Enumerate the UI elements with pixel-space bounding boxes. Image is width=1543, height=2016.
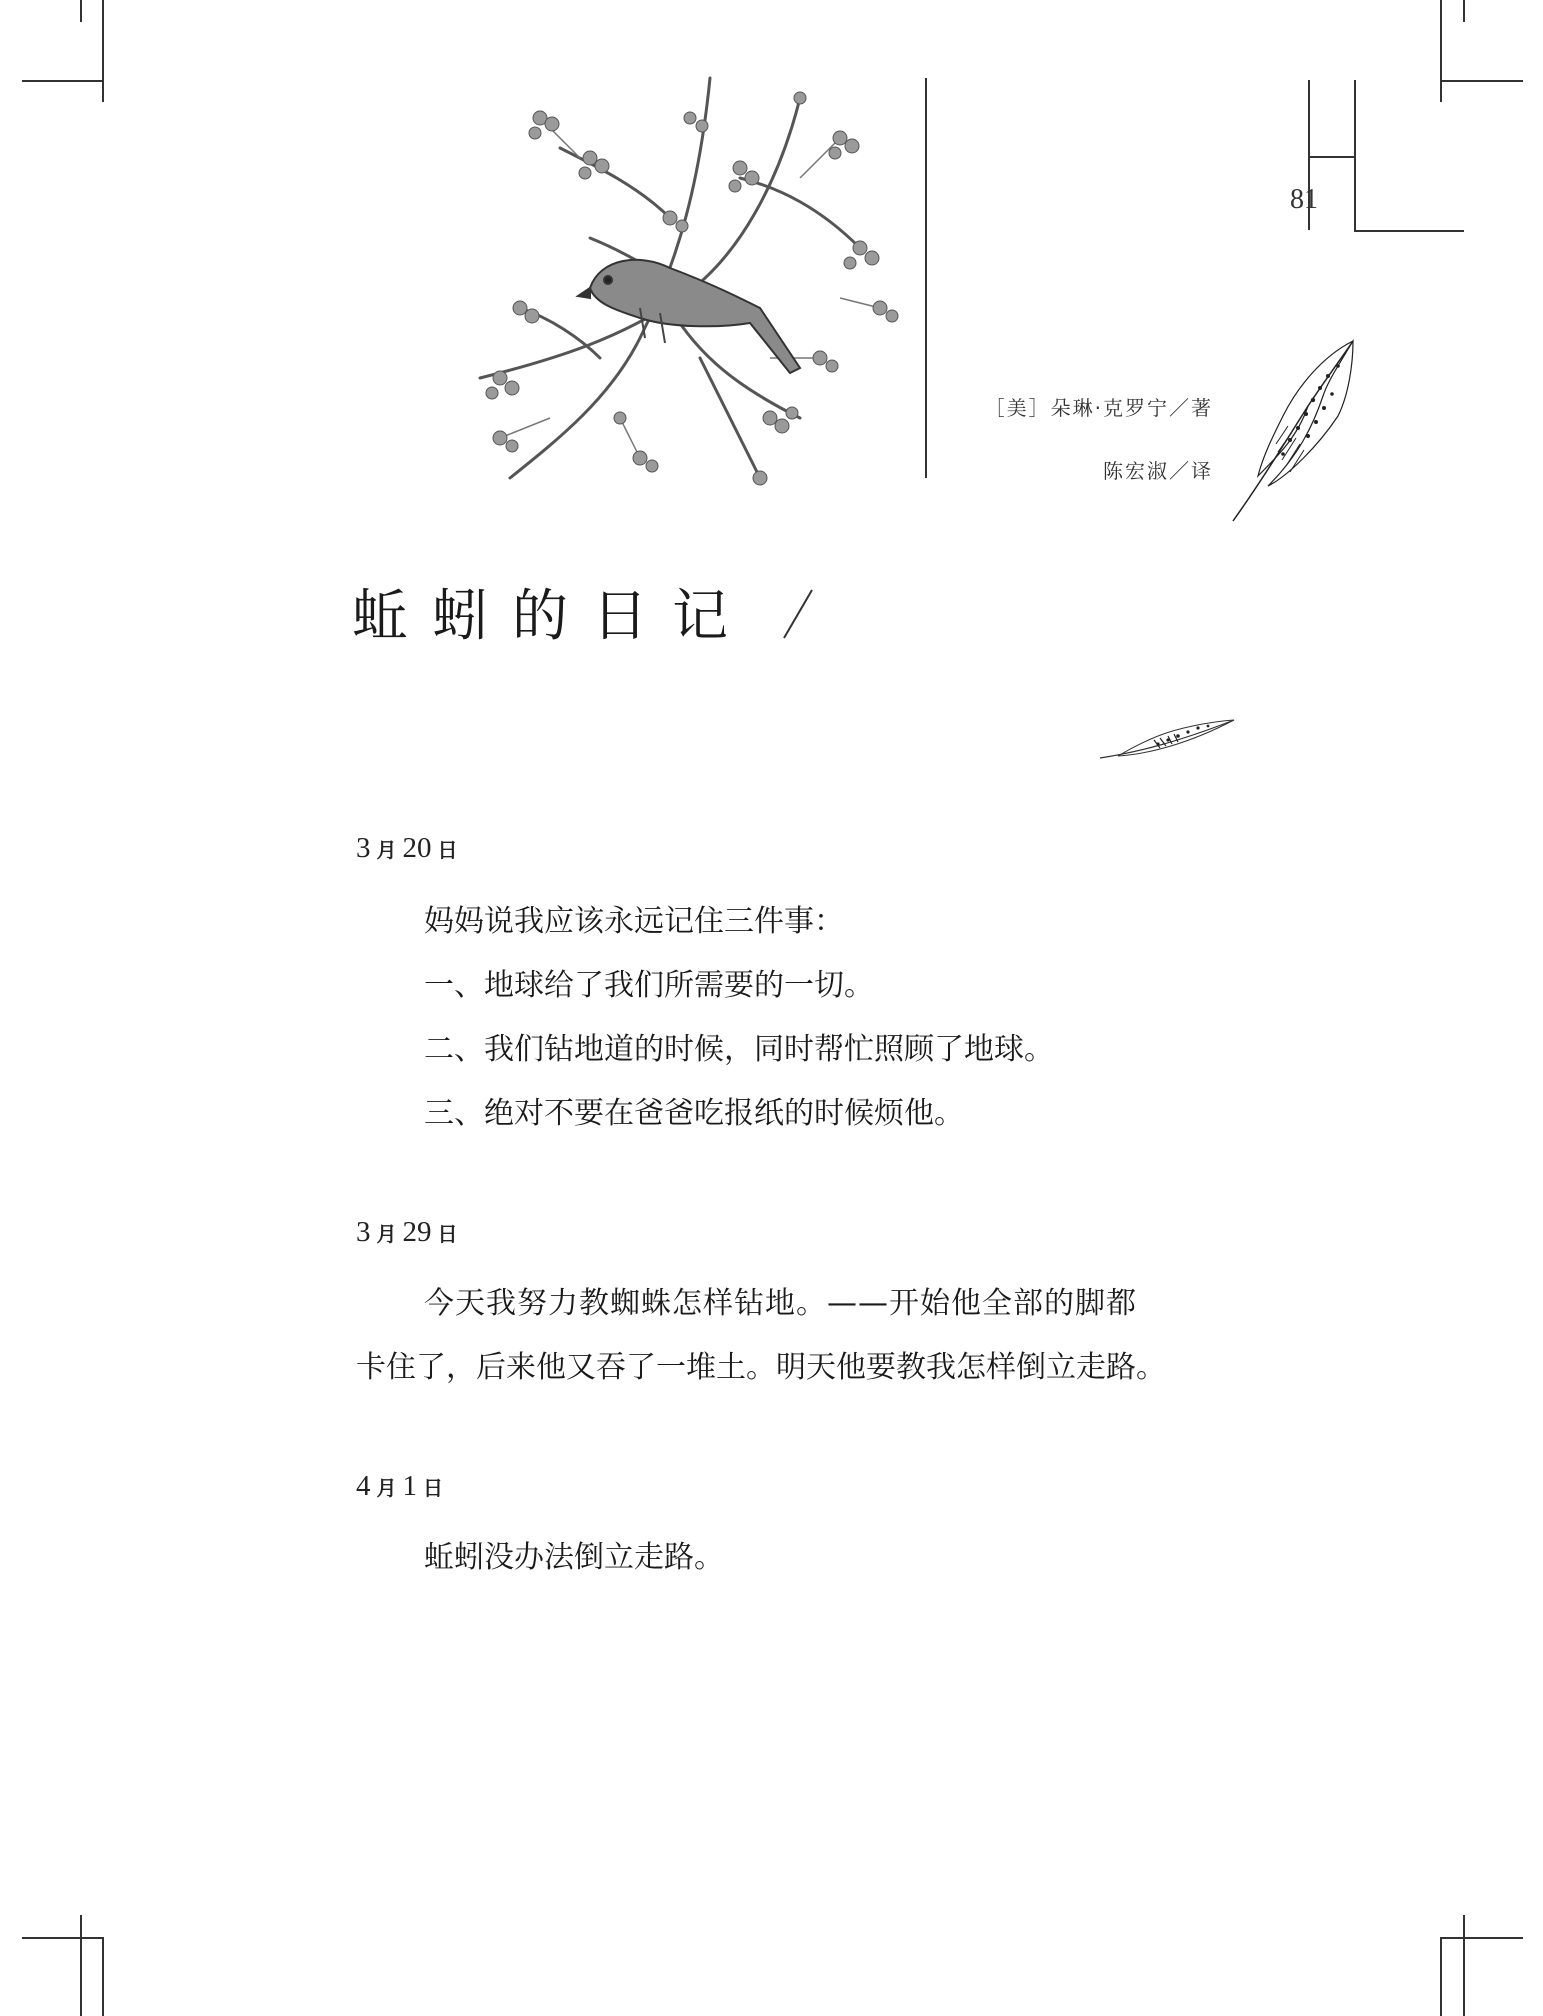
entry-line: 一、地球给了我们所需要的一切。 bbox=[424, 968, 874, 1003]
date-month-unit: 月 bbox=[376, 1476, 397, 1500]
entry-line: 三、绝对不要在爸爸吃报纸的时候烦他。 bbox=[424, 1096, 964, 1131]
author-credit: ［美］朵琳·克罗宁／著 bbox=[984, 396, 1213, 420]
entry-line: 今天我努力教蜘蛛怎样钻地。——开始他全部的脚都 bbox=[424, 1286, 1137, 1321]
entry-line: 二、我们钻地道的时候，同时帮忙照顾了地球。 bbox=[424, 1032, 1054, 1067]
date-day-unit: 日 bbox=[423, 1476, 443, 1500]
date-day-unit: 日 bbox=[437, 1222, 458, 1246]
date-month: 3 bbox=[356, 832, 371, 864]
feather-icon bbox=[1228, 336, 1360, 526]
date-day: 20 bbox=[402, 832, 432, 864]
date-month-unit: 月 bbox=[376, 1222, 397, 1246]
entry-date bbox=[356, 1470, 449, 1503]
entry-date bbox=[356, 832, 464, 865]
feather-icon bbox=[1098, 714, 1238, 764]
page-title: 蚯蚓的日记 bbox=[352, 584, 752, 649]
entry-line: 蚯蚓没办法倒立走路。 bbox=[424, 1540, 724, 1575]
author-divider bbox=[925, 78, 927, 478]
date-month: 3 bbox=[356, 1216, 371, 1248]
entry-line: 卡住了，后来他又吞了一堆土。明天他要教我怎样倒立走路。 bbox=[356, 1350, 1166, 1385]
entry-date bbox=[356, 1216, 464, 1249]
bird-on-berry-branch-icon bbox=[440, 58, 940, 508]
date-month: 4 bbox=[356, 1470, 371, 1502]
entry-line: 妈妈说我应该永远记住三件事： bbox=[424, 904, 844, 939]
title-slash-icon bbox=[780, 588, 816, 640]
translator-credit: 陈宏淑／译 bbox=[1103, 459, 1213, 483]
date-day: 1 bbox=[402, 1470, 417, 1502]
page-number: 81 bbox=[1290, 184, 1318, 215]
date-day: 29 bbox=[402, 1216, 432, 1248]
date-day-unit: 日 bbox=[437, 838, 458, 862]
date-month-unit: 月 bbox=[376, 838, 397, 862]
